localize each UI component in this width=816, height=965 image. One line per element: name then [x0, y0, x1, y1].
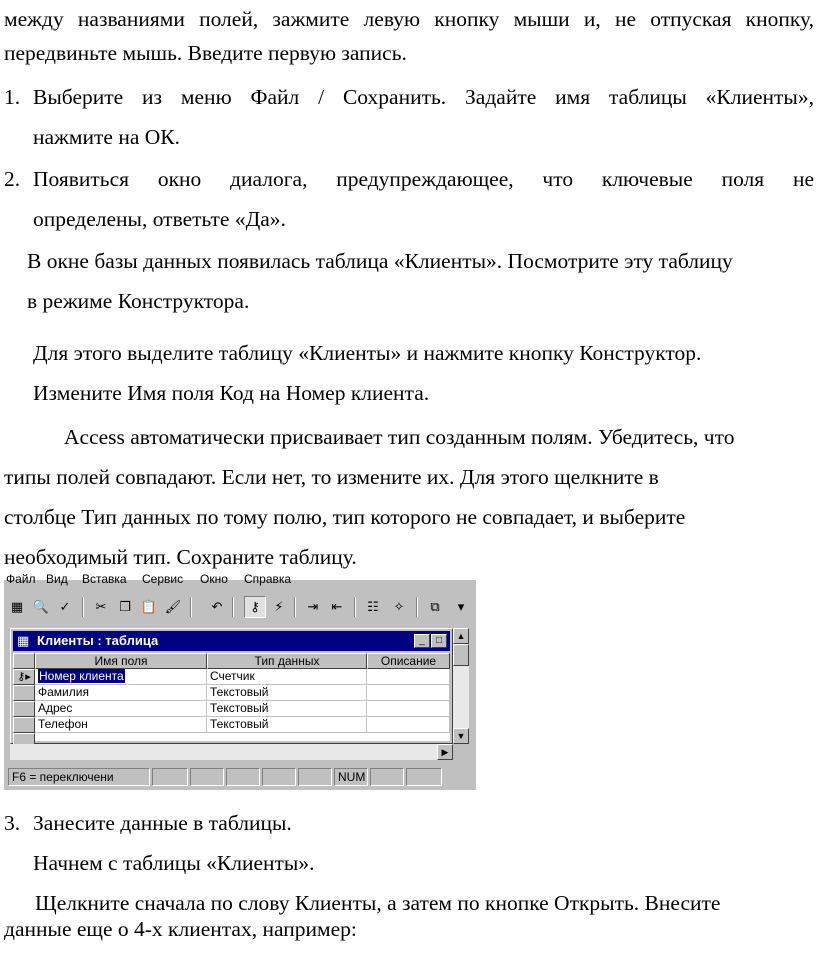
scroll-down-icon[interactable]: ▼	[453, 728, 469, 744]
toolbar-separator	[82, 597, 84, 617]
data-type-cell[interactable]: Текстовый	[207, 685, 367, 701]
status-num: NUM	[334, 768, 368, 786]
status-panel	[190, 768, 224, 786]
paragraph-line: необходимый тип. Сохраните таблицу.	[4, 545, 357, 569]
menu-bar	[4, 572, 476, 590]
status-bar	[4, 766, 476, 788]
indexes-icon[interactable]: ⚡	[274, 599, 284, 614]
row-selector[interactable]	[13, 717, 35, 733]
window-titlebar	[13, 631, 450, 651]
cut-icon[interactable]: ✂	[95, 599, 107, 614]
data-type-cell[interactable]: Текстовый	[207, 717, 367, 733]
field-name-cell[interactable]: Адрес	[35, 701, 207, 717]
row-selector-header	[13, 653, 35, 669]
list-item-text: Появиться окно диалога, предупреждающее, что ключевые поля не	[33, 167, 814, 191]
minimize-button[interactable]: _	[414, 634, 430, 648]
paragraph-line: в режиме Конструктора.	[27, 289, 250, 313]
menu-item[interactable]: Вставка	[82, 572, 127, 586]
paragraph-line: типы полей совпадают. Если нет, то измените их. Для этого щелкните в	[4, 465, 659, 489]
paragraph-line: между названиями полей, зажмите левую кнопку мыши и, не отпуская кнопку,	[4, 7, 814, 31]
menu-item[interactable]: Окно	[200, 572, 228, 586]
toolbar-separator	[294, 597, 296, 617]
paragraph-line: Начнем с таблицы «Клиенты».	[33, 851, 315, 875]
menu-item[interactable]: Файл	[6, 572, 36, 586]
build-icon[interactable]: ✧	[393, 599, 405, 614]
data-type-cell[interactable]: Счетчик	[207, 669, 367, 685]
description-cell[interactable]	[367, 685, 450, 701]
list-item-text: Занесите данные в таблицы.	[33, 811, 292, 835]
status-text: F6 = переключени	[8, 768, 150, 786]
design-view-icon[interactable]: ▦	[10, 599, 24, 614]
list-item-text: нажмите на ОК.	[33, 125, 180, 149]
paragraph-line: В окне базы данных появилась таблица «Клиенты». Посмотрите эту таблицу	[27, 249, 733, 273]
properties-icon[interactable]: ☷	[367, 599, 379, 614]
status-panel	[262, 768, 296, 786]
list-number: 3.	[4, 811, 21, 835]
paragraph-line: данные еще о 4-х клиентах, например:	[4, 917, 357, 941]
field-name-text: Номер клиента	[39, 669, 124, 683]
undo-icon[interactable]: ↶	[211, 599, 223, 614]
list-number: 1.	[4, 85, 21, 109]
list-number: 2.	[4, 167, 21, 191]
field-name-cell[interactable]	[35, 669, 207, 685]
access-screenshot	[4, 572, 476, 790]
paragraph-line: столбце Тип данных по тому полю, тип которого не совпадает, и выберите	[4, 505, 686, 529]
scroll-right-icon[interactable]: ▶	[437, 744, 453, 760]
data-type-cell[interactable]: Текстовый	[207, 701, 367, 717]
insert-rows-icon[interactable]: ⇥	[307, 599, 319, 614]
print-preview-icon[interactable]: 🔍	[32, 599, 50, 614]
format-painter-icon[interactable]: 🖌	[164, 599, 182, 614]
column-header[interactable]: Имя поля	[35, 653, 207, 669]
field-name-cell[interactable]: Телефон	[35, 717, 207, 733]
status-panel	[406, 768, 442, 786]
paragraph-line: Щелкните сначала по слову Клиенты, а затем по кнопке Открыть. Внесите	[35, 891, 721, 915]
row-selector[interactable]	[13, 701, 35, 717]
new-object-icon[interactable]: ▾	[457, 599, 465, 614]
table-design-window	[10, 628, 453, 744]
paragraph-line: передвиньте мышь. Введите первую запись.	[4, 41, 407, 65]
menu-item[interactable]: Вид	[46, 572, 68, 586]
list-item-text: определены, ответьте «Да».	[33, 207, 286, 231]
status-panel	[298, 768, 332, 786]
field-name-cell[interactable]: Фамилия	[35, 685, 207, 701]
database-window-icon[interactable]: ⧉	[430, 599, 440, 614]
scroll-thumb[interactable]	[453, 644, 469, 666]
vertical-scrollbar[interactable]	[453, 628, 469, 744]
key-row-selector[interactable]: ⚷▸	[13, 669, 35, 685]
maximize-button[interactable]: □	[431, 634, 447, 648]
toolbar-separator	[190, 597, 192, 617]
delete-rows-icon[interactable]: ⇤	[331, 599, 343, 614]
horizontal-scrollbar[interactable]	[10, 744, 453, 760]
status-panel	[226, 768, 260, 786]
scroll-up-icon[interactable]: ▲	[453, 628, 469, 644]
primary-key-icon[interactable]: ⚷	[244, 596, 266, 618]
menu-item[interactable]: Справка	[244, 572, 292, 586]
description-cell[interactable]	[367, 717, 450, 733]
paragraph-line: Для этого выделите таблицу «Клиенты» и нажмите кнопку Конструктор.	[33, 341, 702, 365]
toolbar-separator	[232, 597, 234, 617]
paste-icon[interactable]: 📋	[140, 599, 158, 614]
toolbar-separator	[416, 597, 418, 617]
paragraph-line: Измените Имя поля Код на Номер клиента.	[33, 381, 430, 405]
paragraph-line: Access автоматически присваивает тип созданным полям. Убедитесь, что	[64, 425, 735, 449]
toolbar	[4, 592, 476, 622]
description-cell[interactable]	[367, 669, 450, 685]
table-icon: ▦	[17, 633, 30, 648]
toolbar-separator	[354, 597, 356, 617]
column-header[interactable]: Описание	[367, 653, 450, 669]
status-panel	[152, 768, 188, 786]
list-item-text: Выберите из меню Файл / Сохранить. Задайте имя таблицы «Клиенты»,	[33, 85, 814, 109]
window-title: Клиенты : таблица	[37, 633, 159, 648]
field-grid	[13, 653, 450, 741]
status-panel	[370, 768, 404, 786]
column-header[interactable]: Тип данных	[207, 653, 367, 669]
spelling-icon[interactable]: ✓	[59, 599, 71, 614]
menu-item[interactable]: Сервис	[142, 572, 184, 586]
copy-icon[interactable]: ❐	[119, 599, 131, 614]
description-cell[interactable]	[367, 701, 450, 717]
row-selector[interactable]	[13, 685, 35, 701]
